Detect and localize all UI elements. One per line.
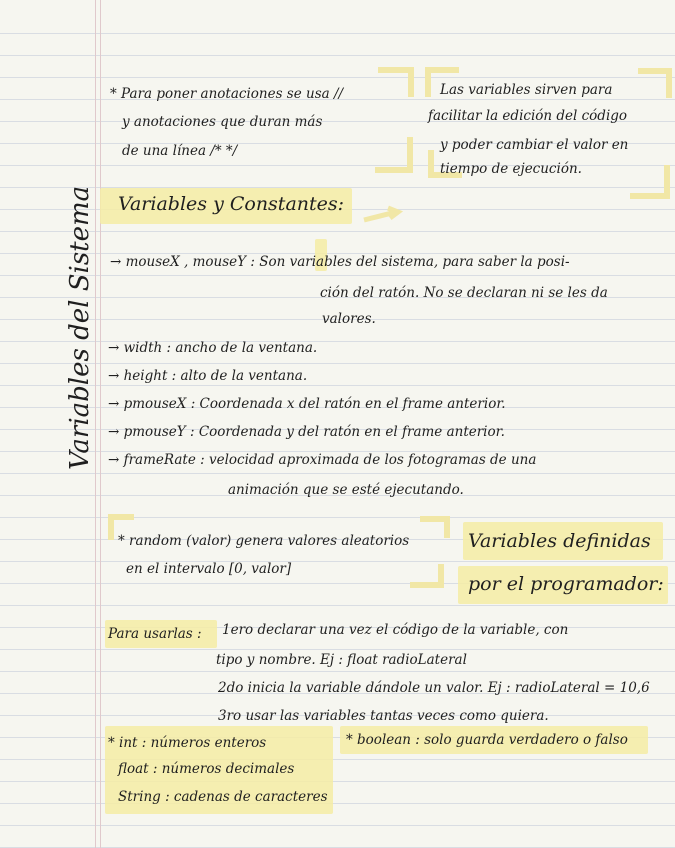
bracket-bottom-right-variables [630,165,670,199]
sysvar-framerate-line-1: → frameRate : velocidad aproximada de los fotogramas de una [108,452,537,468]
type-int: * int : números enteros [108,735,267,751]
usage-step-1b: tipo y nombre. Ej : float radioLateral [216,652,467,668]
margin-line [95,0,96,848]
margin-line-secondary [100,0,101,848]
user-vars-title-line-2: por el programador: [468,573,664,595]
type-boolean: * boolean : solo guarda verdadero o falso [346,732,628,748]
usage-step-2: 2do inicia la variable dándole un valor. Ej : radioLateral = 10,6 [218,680,650,696]
comments-note-line-3: de una línea /* */ [122,143,238,159]
sysvar-mouse-line-3: valores. [322,311,376,327]
usage-label: Para usarlas : [108,626,202,642]
sysvar-mouse-line-2: ción del ratón. No se declaran ni se les da [320,285,608,301]
comments-note-line-1: * Para poner anotaciones se usa // [110,86,344,102]
sysvar-pmousey: → pmouseY : Coordenada y del ratón en el frame anterior. [108,424,505,440]
usage-step-3: 3ro usar las variables tantas veces como quiera. [218,708,549,724]
arrow-icon [362,204,404,224]
bracket-bottom-right-comments [375,137,413,173]
variables-note-line-2: facilitar la edición del código [428,108,628,124]
comments-note-line-2: y anotaciones que duran más [122,114,323,130]
sysvar-mouse-line-1: → mouseX , mouseY : Son variables del sistema, para saber la posi- [110,254,570,270]
bracket-top-right-variables [638,68,672,98]
random-note-line-2: en el intervalo [0, valor] [126,561,292,577]
usage-step-1: 1ero declarar una vez el código de la variable, con [222,622,569,638]
bracket-random-right-bottom [410,564,444,588]
sysvar-framerate-line-2: animación que se esté ejecutando. [228,482,464,498]
user-vars-title-line-1: Variables definidas [468,530,651,552]
variables-note-line-4: tiempo de ejecución. [440,161,582,177]
section-title: Variables y Constantes: [118,193,345,215]
random-note-line-1: * random (valor) genera valores aleatorios [118,533,410,549]
sysvar-width: → width : ancho de la ventana. [108,340,318,356]
variables-note-line-1: Las variables sirven para [440,82,613,98]
side-title: Variables del Sistema [65,185,95,470]
bracket-random-right [420,516,450,538]
sysvar-pmousex: → pmouseX : Coordenada x del ratón en el frame anterior. [108,396,506,412]
variables-note-line-3: y poder cambiar el valor en [440,137,629,153]
bracket-top-right-comments [378,67,414,97]
type-string: String : cadenas de caracteres [118,789,328,805]
type-float: float : números decimales [118,761,295,777]
sysvar-height: → height : alto de la ventana. [108,368,308,384]
